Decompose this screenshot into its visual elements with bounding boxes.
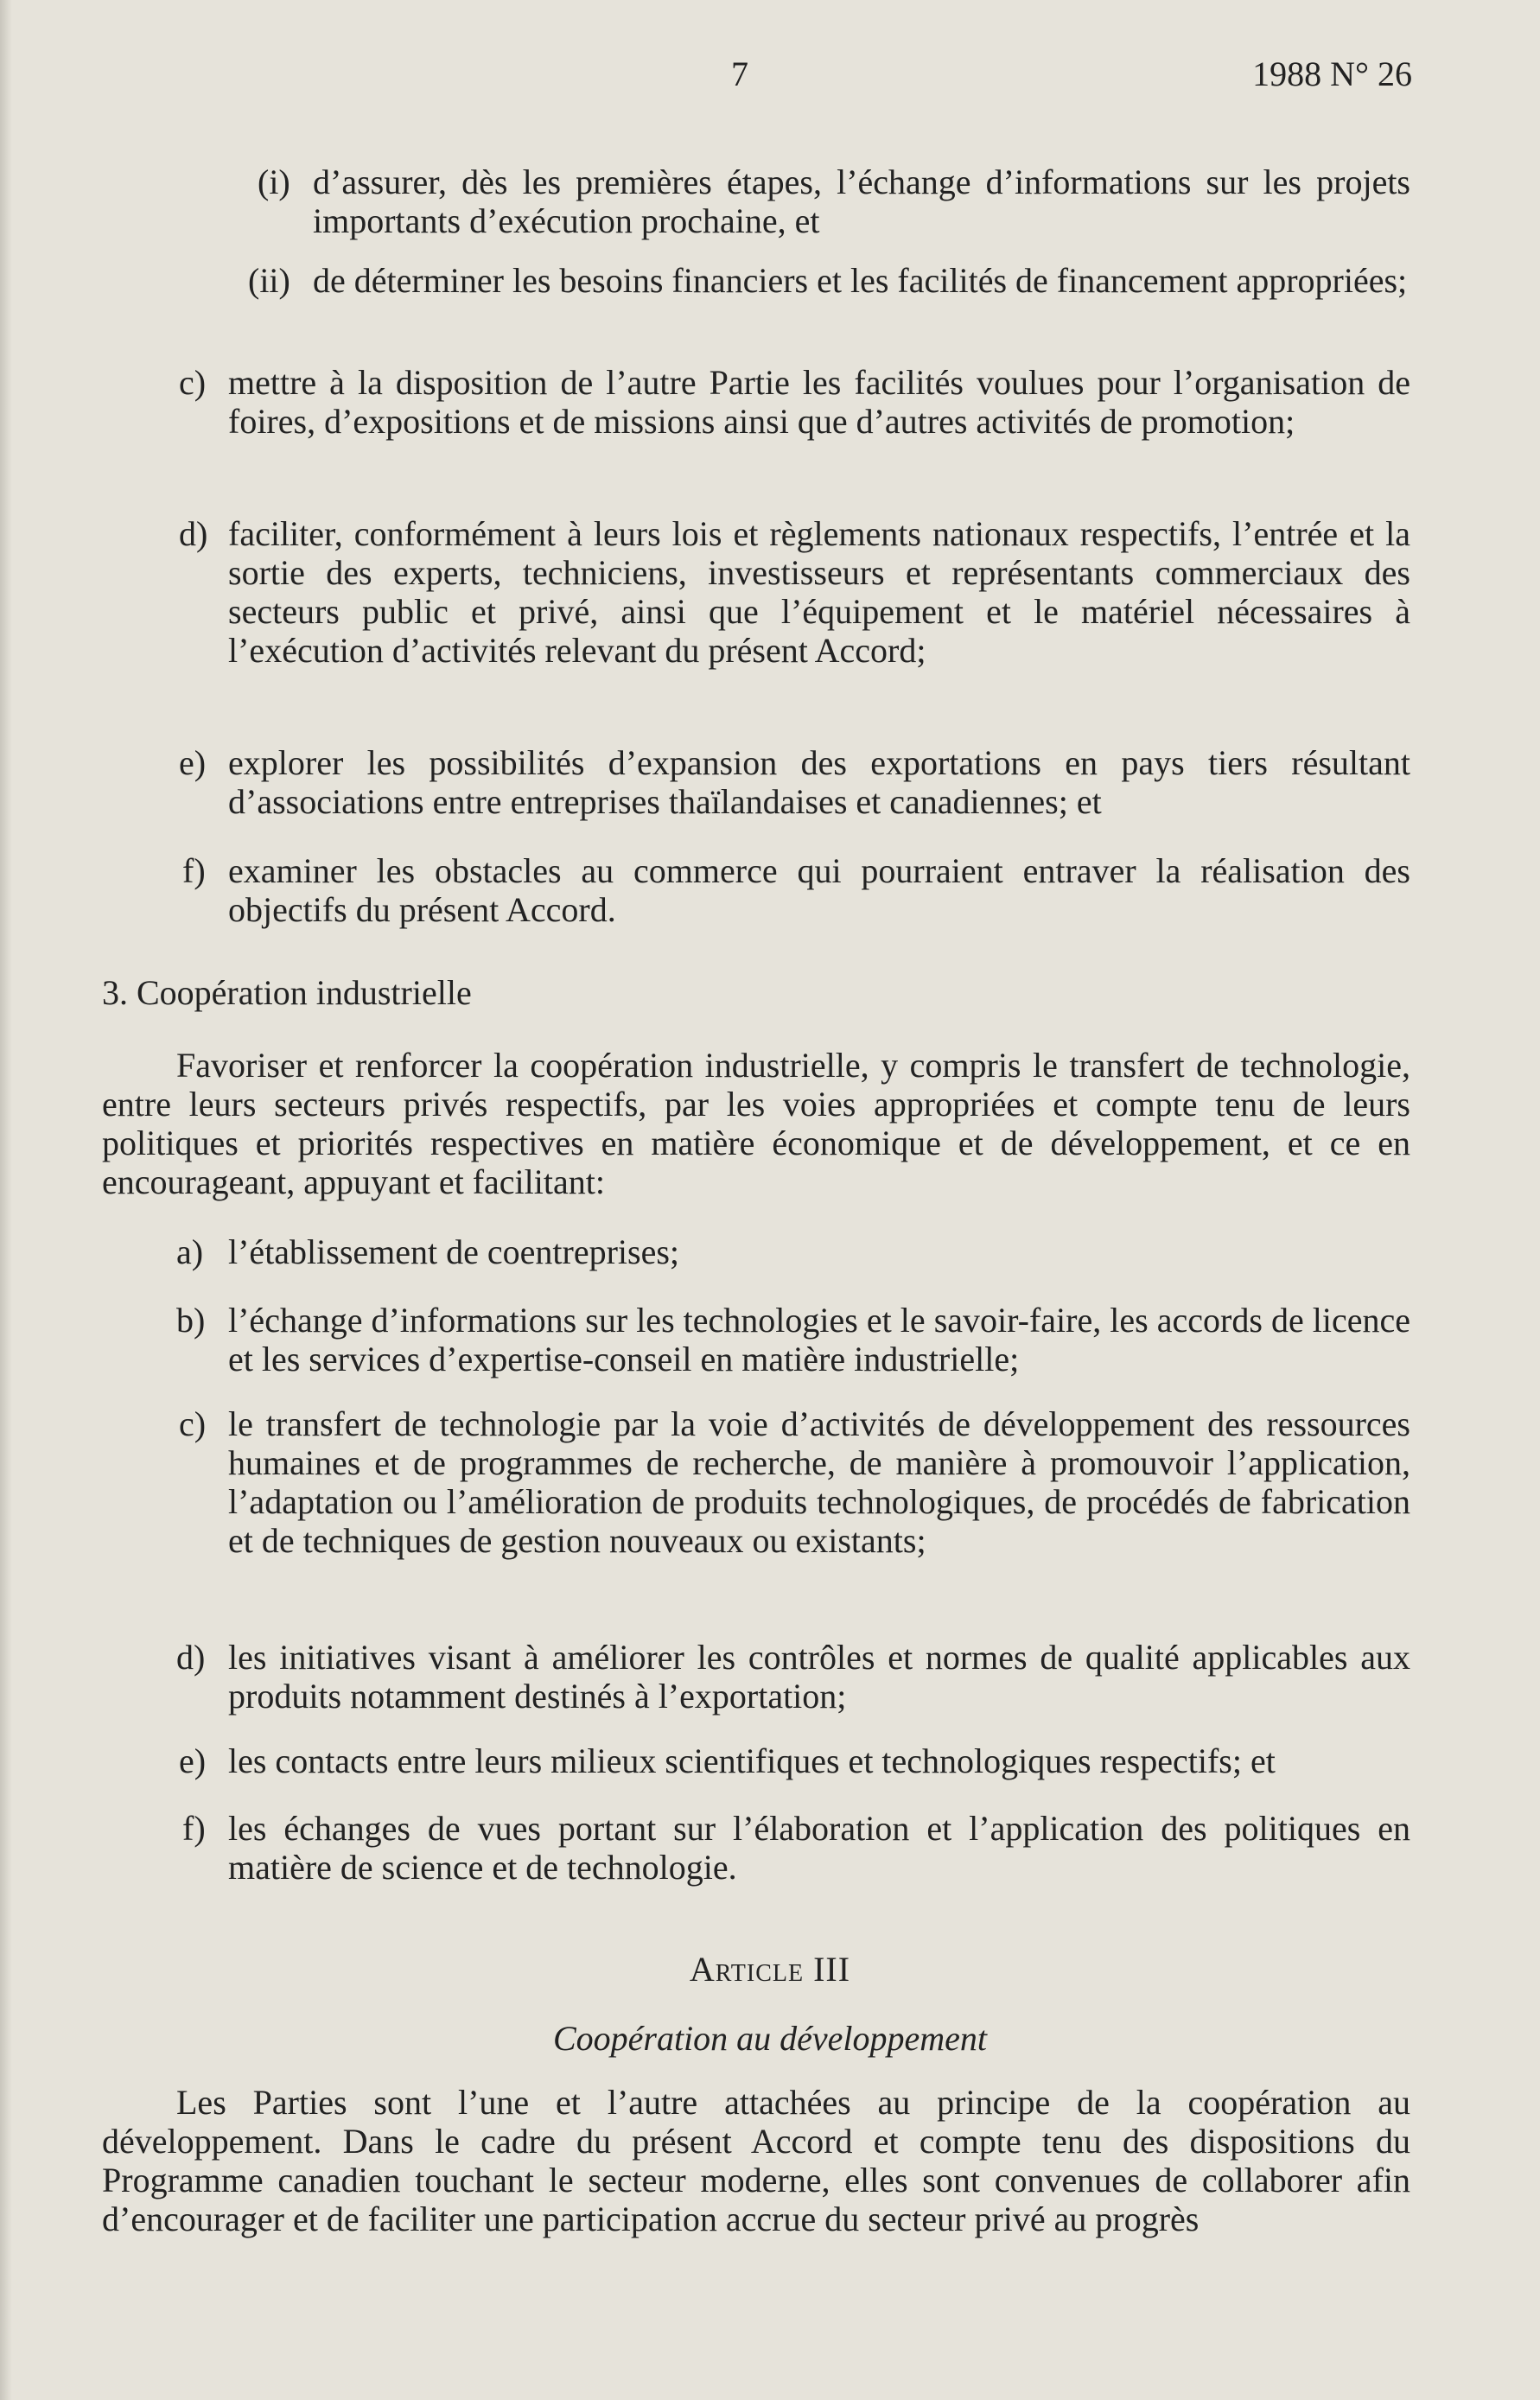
item-label: a) (176, 1232, 204, 1271)
section-title: 3. Coopération industrielle (102, 973, 472, 1012)
item-label: f) (182, 851, 206, 890)
item-label: c) (179, 363, 207, 402)
item-label: (i) (258, 162, 290, 201)
item-text: l’établissement de coentreprises; (228, 1232, 680, 1271)
article-subheading: Coopération au développement (552, 2019, 988, 2058)
page-reference: 1988 N° 26 (1252, 54, 1412, 93)
item-text: d’assurer, dès les premières étapes, l’échange d’informations sur les projets importants d’exécution prochaine, et (313, 162, 1410, 240)
item-text: les échanges de vues portant sur l’élaboration et l’application des politiques en matière de science et de technologie. (228, 1809, 1410, 1887)
item-text: de déterminer les besoins financiers et les facilités de financement appropriées; (313, 261, 1408, 300)
item-text: les contacts entre leurs milieux scientifiques et technologiques respectifs; et (228, 1741, 1276, 1780)
item-label: f) (182, 1809, 206, 1848)
item-label: e) (179, 743, 207, 782)
item-text: explorer les possibilités d’expansion des exportations en pays tiers résultant d’associations entre entreprises thaïlandaises et canadiennes; et (228, 743, 1410, 821)
item-text: examiner les obstacles au commerce qui pourraient entraver la réalisation des objectifs du présent Accord. (228, 851, 1410, 929)
article-paragraph: Les Parties sont l’une et l’autre attachées au principe de la coopération au développement. Dans le cadre du présent Accord et compte tenu des dispositions du Programme canadien touchant le secteur moderne, elles sont convenues de collaborer afin d’encourager et de faciliter une participation accrue du secteur privé au progrès (102, 2083, 1410, 2238)
item-label: (ii) (248, 261, 290, 300)
item-label: c) (179, 1404, 207, 1443)
section-intro: Favoriser et renforcer la coopération industrielle, y compris le transfert de technologie, entre leurs secteurs privés respectifs, par les voies appropriées et compte tenu de leurs politiques et priorités respectives en matière économique et de développement, et ce en encourageant, appuyant et facilitant: (102, 1046, 1410, 1201)
item-label: d) (176, 1638, 206, 1677)
item-label: d) (179, 514, 208, 553)
item-text: mettre à la disposition de l’autre Partie les facilités voulues pour l’organisation de foires, d’expositions et de missions ainsi que d’autres activités de promotion; (228, 363, 1410, 441)
item-text: le transfert de technologie par la voie d’activités de développement des ressources humaines et de programmes de recherche, de manière à promouvoir l’application, l’adaptation ou l’amélioration de produits technologiques, de procédés de fabrication et de techniques de gestion nouveaux ou existants; (228, 1404, 1410, 1560)
item-label: b) (176, 1301, 206, 1340)
item-text: les initiatives visant à améliorer les contrôles et normes de qualité applicables aux produits notamment destinés à l’exportation; (228, 1638, 1410, 1716)
item-text: l’échange d’informations sur les technologies et le savoir-faire, les accords de licence et les services d’expertise-conseil en matière industrielle; (228, 1301, 1410, 1378)
item-text: faciliter, conformément à leurs lois et règlements nationaux respectifs, l’entrée et la sortie des experts, techniciens, investisseurs et représentants commerciaux des secteurs public et privé, ainsi que l’équipement et le matériel nécessaires à l’exécution d’activités relevant du présent Accord; (228, 514, 1410, 670)
page-number: 7 (731, 54, 748, 93)
article-heading: Article III (689, 1950, 851, 1989)
item-label: e) (179, 1741, 207, 1780)
